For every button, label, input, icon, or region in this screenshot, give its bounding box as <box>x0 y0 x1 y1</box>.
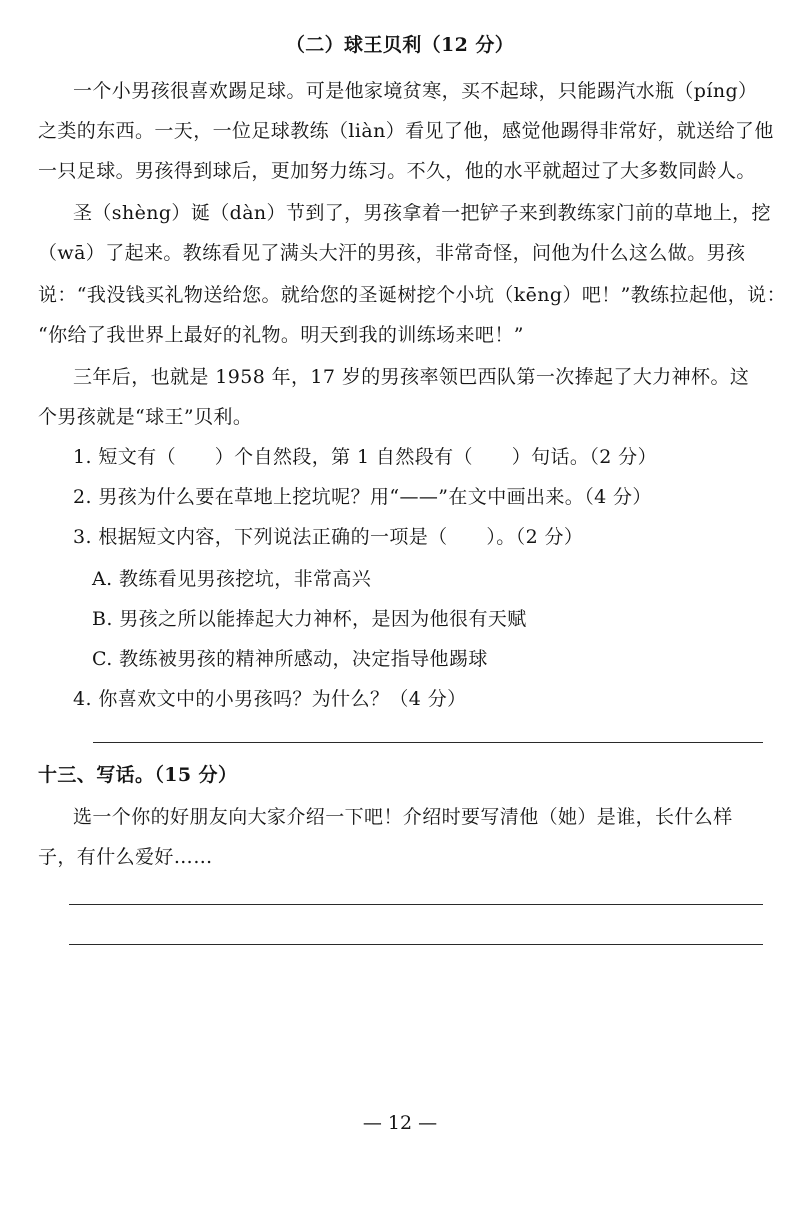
question-4: 4. 你喜欢文中的小男孩吗？为什么？（4 分） <box>73 688 467 710</box>
writing-heading: 十三、写话。（15 分） <box>38 764 238 786</box>
question-1: 1. 短文有（ ）个自然段，第 1 自然段有（ ）句话。（2 分） <box>73 446 657 468</box>
option-a: A. 教练看见男孩挖坑，非常高兴 <box>92 568 372 590</box>
question-3: 3. 根据短文内容，下列说法正确的一项是（ ）。（2 分） <box>73 526 584 548</box>
passage-line: 一只足球。男孩得到球后，更加努力练习。不久，他的水平就超过了大多数同龄人。 <box>38 160 756 182</box>
option-b: B. 男孩之所以能捧起大力神杯，是因为他很有天赋 <box>92 608 527 630</box>
passage-line: 圣（shèng）诞（dàn）节到了，男孩拿着一把铲子来到教练家门前的草地上，挖 <box>73 202 771 224</box>
answer-line[interactable] <box>93 742 763 743</box>
passage-line: 个男孩就是“球王”贝利。 <box>38 406 253 428</box>
passage-line: 三年后，也就是 1958 年，17 岁的男孩率领巴西队第一次捧起了大力神杯。这 <box>73 366 750 388</box>
page-number: — 12 — <box>362 1112 438 1134</box>
writing-prompt-line: 选一个你的好朋友向大家介绍一下吧！介绍时要写清他（她）是谁，长什么样 <box>73 806 733 828</box>
writing-prompt-line: 子，有什么爱好…… <box>38 846 213 868</box>
writing-line[interactable] <box>69 904 763 905</box>
option-c: C. 教练被男孩的精神所感动，决定指导他踢球 <box>92 648 488 670</box>
passage-line: 之类的东西。一天，一位足球教练（liàn）看见了他，感觉他踢得非常好，就送给了他 <box>38 120 774 142</box>
section-title: （二）球王贝利（12 分） <box>285 34 515 56</box>
writing-line[interactable] <box>69 944 763 945</box>
passage-line: 一个小男孩很喜欢踢足球。可是他家境贫寒，买不起球，只能踢汽水瓶（píng） <box>73 80 758 102</box>
passage-line: （wā）了起来。教练看见了满头大汗的男孩，非常奇怪，问他为什么这么做。男孩 <box>38 242 746 264</box>
question-2: 2. 男孩为什么要在草地上挖坑呢？用“——”在文中画出来。（4 分） <box>73 486 652 508</box>
passage-line: “你给了我世界上最好的礼物。明天到我的训练场来吧！” <box>38 324 524 346</box>
passage-line: 说：“我没钱买礼物送给您。就给您的圣诞树挖个小坑（kēng）吧！”教练拉起他，说： <box>38 284 786 306</box>
